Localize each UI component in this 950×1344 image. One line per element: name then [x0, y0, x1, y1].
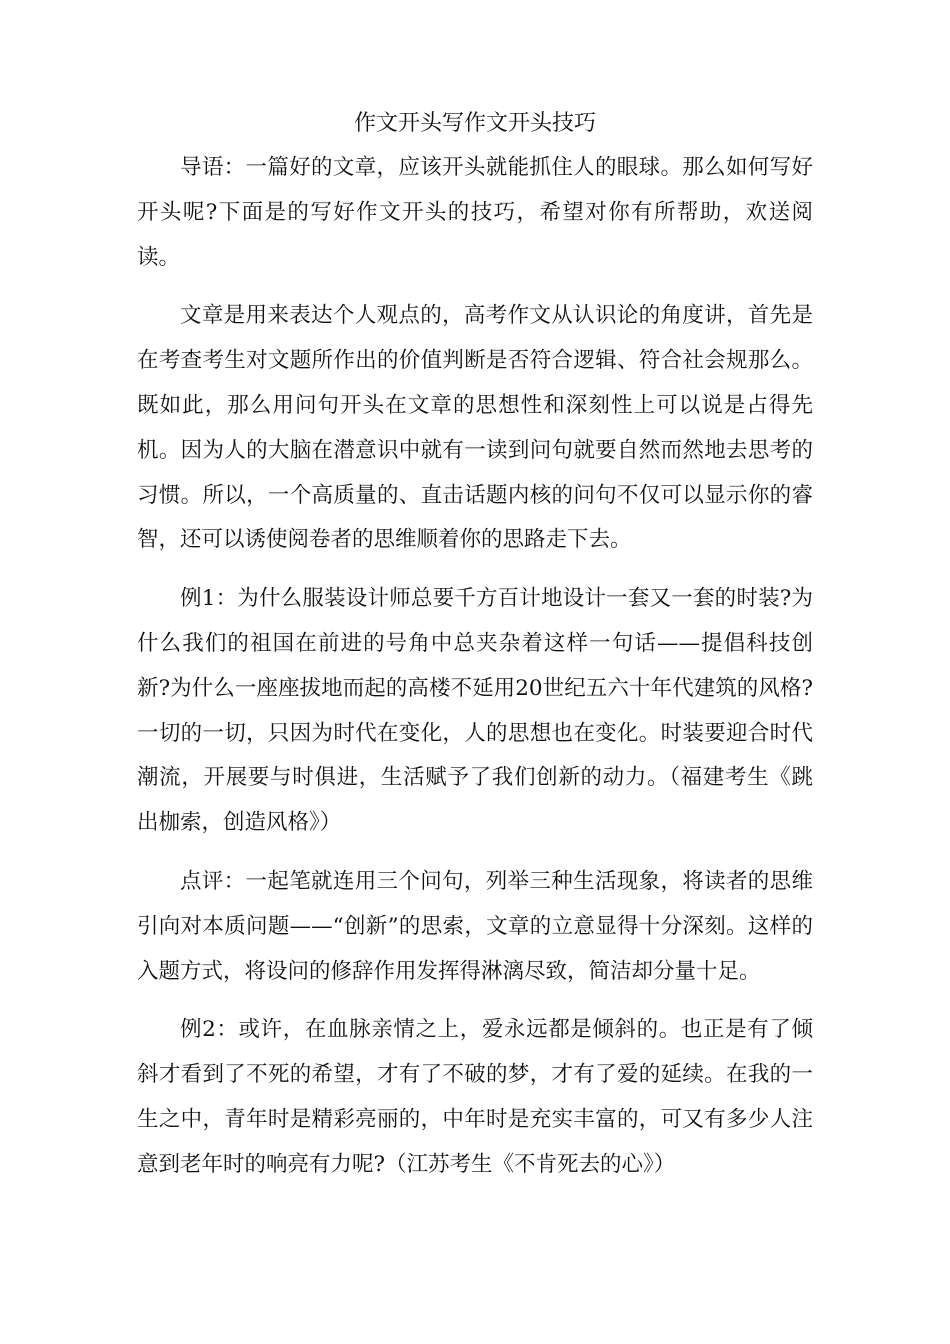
paragraph-argument: 文章是用来表达个人观点的，高考作文从认识论的角度讲，首先是在考查考生对文题所作出的价值判断是否符合逻辑、符合社会规那么。既如此，那么用问句开头在文章的思想性和深刻性上可以说是占得先机。因为人的大脑在潜意识中就有一读到问句就要自然而然地去思考的习惯。所以，一个高质量的、直击话题内核的问句不仅可以显示你的睿智，还可以诱使阅卷者的思维顺着你的思路走下去。: [137, 303, 813, 553]
paragraph-example-2: 例2：或许，在血脉亲情之上，爱永远都是倾斜的。也正是有了倾斜才看到了不死的希望，才有了不破的梦，才有了爱的延续。在我的一生之中，青年时是精彩亮丽的，中年时是充实丰富的，可又有多少人注意到老年时的响亮有力呢?（江苏考生《不肯死去的心》）: [137, 1017, 813, 1177]
document-title: 作文开头写作文开头技巧: [353, 111, 596, 136]
paragraph-comment: 点评：一起笔就连用三个问句，列举三种生活现象，将读者的思维引向对本质问题——“创新”的思索，文章的立意显得十分深刻。这样的入题方式，将设问的修辞作用发挥得淋漓尽致，简洁却分量十足。: [137, 868, 813, 984]
paragraph-intro: 导语：一篇好的文章，应该开头就能抓住人的眼球。那么如何写好开头呢?下面是的写好作文开头的技巧，希望对你有所帮助，欢送阅读。: [137, 155, 813, 270]
paragraph-example-1: 例1：为什么服装设计师总要千方百计地设计一套又一套的时装?为什么我们的祖国在前进的号角中总夹杂着这样一句话——提倡科技创新?为什么一座座拔地而起的高楼不延用20世纪五六十年代建筑的风格?一切的一切，只因为时代在变化，人的思想也在变化。时装要迎合时代潮流，开展要与时俱进，生活赋予了我们创新的动力。（福建考生《跳出枷索，创造风格》）: [137, 586, 813, 836]
document-body: [137, 102, 813, 1202]
